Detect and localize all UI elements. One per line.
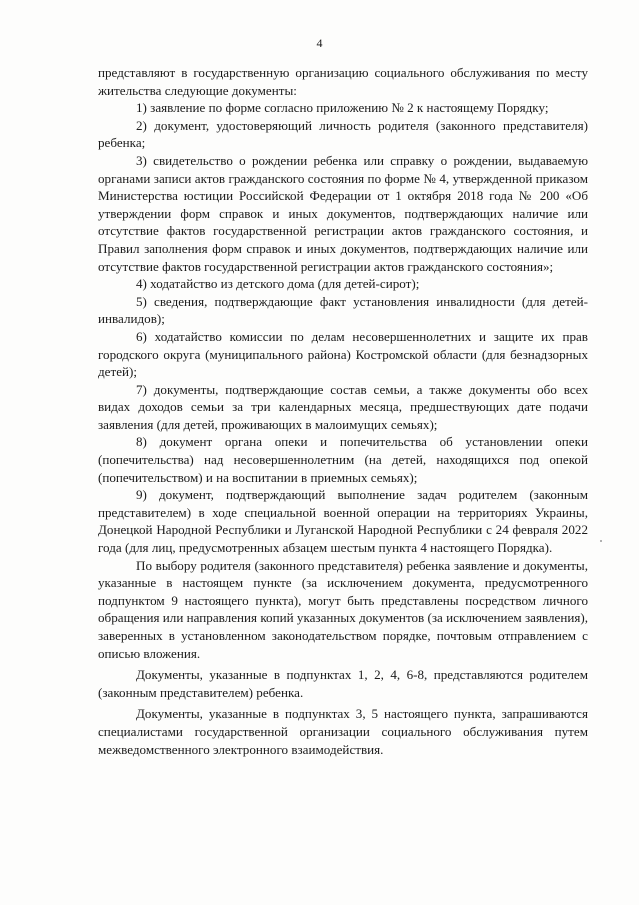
document-body bbox=[98, 64, 588, 758]
paragraph-intro: представляют в государственную организацию социального обслуживания по месту жительства следующие документы: bbox=[98, 65, 588, 98]
list-item-3: 3) свидетельство о рождении ребенка или справку о рождении, выдаваемую органами записи актов гражданского состояния по форме № 4, утвержденной приказом Министерства юстиции Российской Федерации от 1 октября 2018 года № 200 «Об утверждении форм справок и иных документов, подтверждающих наличие или отсутствие фактов государственной регистрации актов гражданского состояния, и Правил заполнения форм справок и иных документов, подтверждающих наличие или отсутствие фактов государственной регистрации актов гражданского состояния»; bbox=[98, 152, 588, 274]
page-number: 4 bbox=[316, 36, 323, 50]
list-item-4: 4) ходатайство из детского дома (для детей-сирот); bbox=[136, 276, 420, 292]
paragraph-interagency-request: Документы, указанные в подпунктах 3, 5 настоящего пункта, запрашиваются специалистами государственной организации социального обслуживания путем межведомственного электронного взаимодействия. bbox=[98, 706, 588, 757]
paragraph-parent-documents: Документы, указанные в подпунктах 1, 2, 4, 6-8, представляются родителем (законным представителем) ребенка. bbox=[98, 667, 588, 700]
list-item-2: 2) документ, удостоверяющий личность родителя (законного представителя) ребенка; bbox=[98, 117, 588, 151]
paragraph-submission-options: По выбору родителя (законного представителя) ребенка заявление и документы, указанные в настоящем пункте (за исключением документа, предусмотренного подпунктом 9 настоящего пункта), могут быть представлены посредством личного обращения или направления копий указанных документов (за исключением заявления), заверенных в установленном законодательством порядке, почтовым отправлением с описью вложения. bbox=[98, 557, 588, 661]
list-item-5: 5) сведения, подтверждающие факт установления инвалидности (для детей-инвалидов); bbox=[98, 293, 588, 327]
list-item-9: 9) документ, подтверждающий выполнение задач родителем (законным представителем) в ходе специальной военной операции на территориях Украины, Донецкой Народной Республики и Луганской Народной Республики с 24 февраля 2022 года (для лиц, предусмотренных абзацем шестым пункта 4 настоящего Порядка). bbox=[98, 487, 588, 556]
list-item-6: 6) ходатайство комиссии по делам несовершеннолетних и защите их прав городского округа (муниципального района) Костромской области (для безнадзорных детей); bbox=[98, 328, 588, 380]
list-item-1: 1) заявление по форме согласно приложению № 2 к настоящему Порядку; bbox=[136, 100, 549, 116]
list-item-8: 8) документ органа опеки и попечительства об установлении опеки (попечительства) над несовершеннолетним (на детей, находящихся под опекой (попечительством) и на воспитании в приемных семьях); bbox=[98, 434, 588, 485]
list-item-7: 7) документы, подтверждающие состав семьи, а также документы обо всех видах доходов семьи за три календарных месяца, предшествующих дате подачи заявления (для детей, проживающих в малоимущих семьях); bbox=[98, 381, 588, 432]
scan-speck bbox=[600, 540, 602, 542]
